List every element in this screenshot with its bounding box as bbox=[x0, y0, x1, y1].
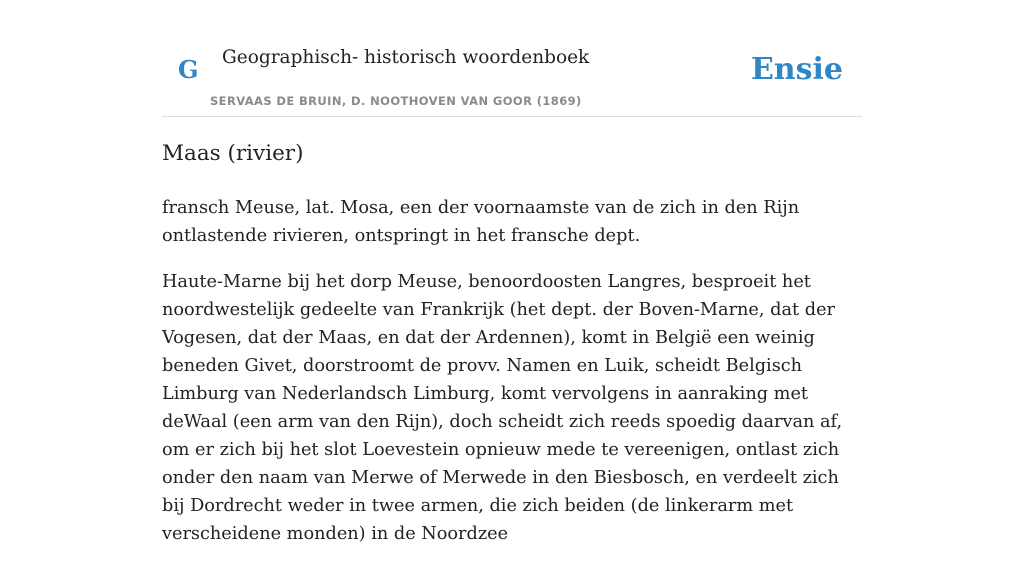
entry-title: Maas (rivier) bbox=[162, 141, 304, 166]
book-title-link[interactable]: Geographisch- historisch woordenboek bbox=[222, 47, 590, 68]
book-author-link[interactable]: SERVAAS DE BRUIN, D. NOOTHOVEN VAN GOOR (1869) bbox=[210, 94, 582, 108]
entry-paragraph: fransch Meuse, lat. Mosa, een der voornaamste van de zich in den Rijn ontlastende rivieren, ontspringt in het fransche dept. bbox=[162, 198, 800, 246]
header bbox=[162, 0, 862, 117]
entry-content bbox=[162, 138, 862, 566]
ensie-logo-link[interactable]: Ensie bbox=[750, 52, 843, 87]
entry-paragraph: Haute-Marne bij het dorp Meuse, benoordoosten Langres, besproeit het noordwestelijk gedeelte van Frankrijk (het dept. der Boven-Marne, dat der Vogesen, dat der Maas, en dat der Ardennen), komt in België een weinig beneden Givet, doorstroomt de provv. Namen en Luik, scheidt Belgisch Limburg van Nederlandsch Limburg, komt vervolgens in aanraking met deWaal (een arm van den Rijn), doch scheidt zich reeds spoedig daarvan af, om er zich bij het slot Loevestein opnieuw mede te vereenigen, ontlast zich onder den naam van Merwe of Merwede in den Biesbosch, en verdeelt zich bij Dordrecht weder in twee armen, die zich beiden (de linkerarm met verscheidene monden) in de Noordzee bbox=[162, 272, 843, 544]
book-initial-icon[interactable]: G bbox=[178, 55, 199, 84]
